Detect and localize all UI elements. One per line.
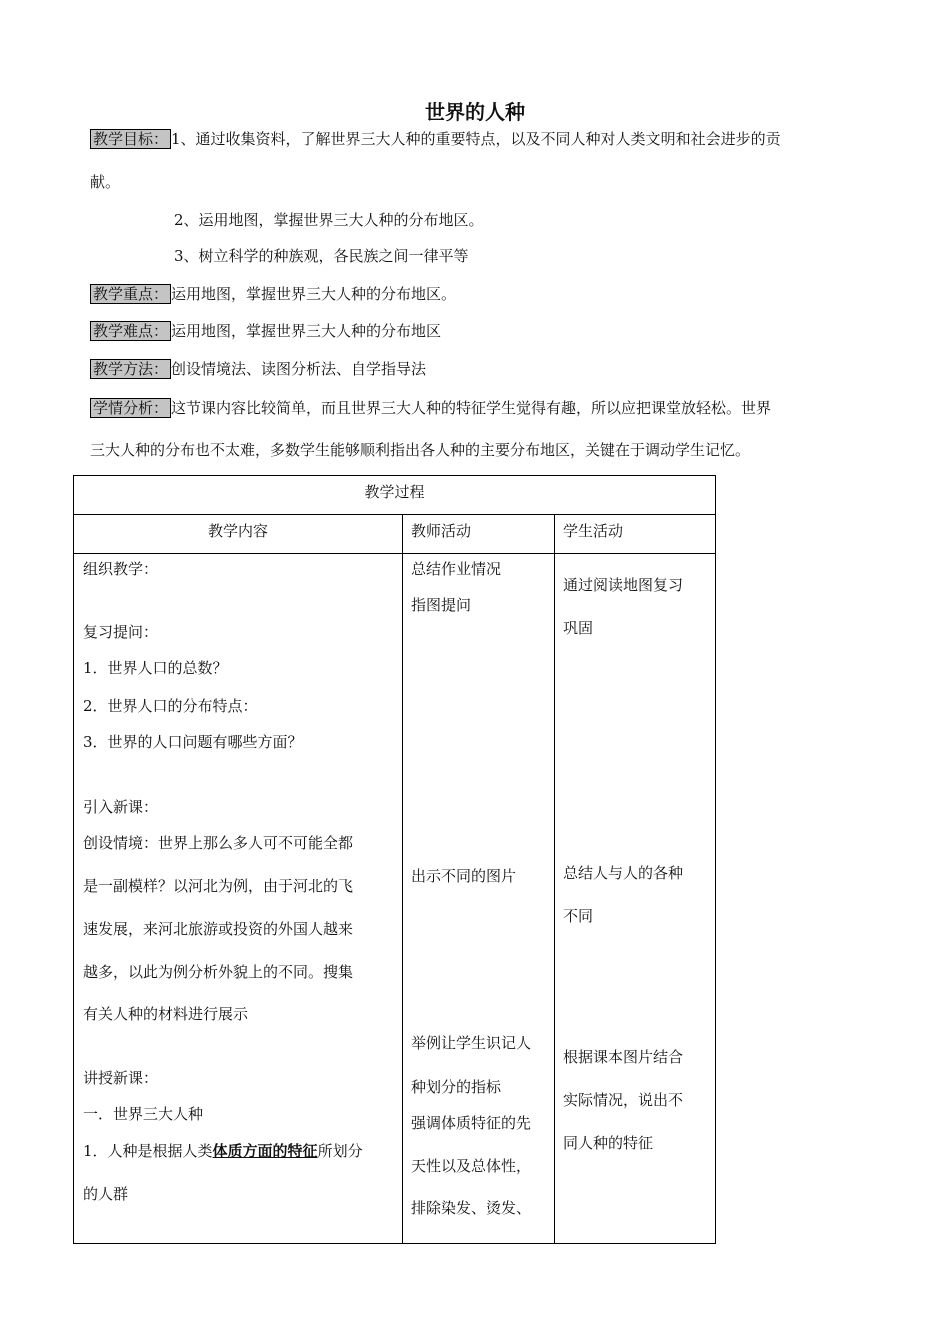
content-line: 是一副模样？以河北为例，由于河北的飞 <box>83 877 354 895</box>
content-line: 创设情境：世界上那么多人可不可能全都 <box>83 834 354 852</box>
student-line: 不同 <box>563 907 594 925</box>
content-line: 的人群 <box>83 1185 129 1203</box>
method-line <box>90 359 426 379</box>
col-header-teacher: 教师活动 <box>411 522 472 540</box>
teacher-line: 强调体质特征的先 <box>411 1114 532 1132</box>
method-label: 教学方法： <box>90 359 171 379</box>
key-point-label: 教学重点： <box>90 284 171 304</box>
analysis-line <box>90 398 771 418</box>
teacher-line: 天性以及总体性， <box>411 1157 532 1175</box>
analysis-text-1: 这节课内容比较简单，而且世界三大人种的特征学生觉得有趣，所以应把课堂放轻松。世界 <box>171 399 772 417</box>
table-divider <box>74 514 715 515</box>
table-header: 教学过程 <box>364 483 425 501</box>
student-line: 巩固 <box>563 619 594 637</box>
teacher-line: 出示不同的图片 <box>411 867 517 885</box>
difficulty-text: 运用地图，掌握世界三大人种的分布地区 <box>171 322 442 340</box>
content-line: 有关人种的材料进行展示 <box>83 1005 249 1023</box>
table-divider <box>74 553 715 554</box>
emphasis-text: 体质方面的特征 <box>212 1142 318 1160</box>
page-title: 世界的人种 <box>425 100 525 124</box>
objectives-text-1: 1、通过收集资料，了解世界三大人种的重要特点，以及不同人种对人类文明和社会进步的贡 <box>171 130 781 148</box>
col-header-student: 学生活动 <box>563 522 624 540</box>
content-line <box>83 1141 363 1161</box>
analysis-text-2: 三大人种的分布也不太难，多数学生能够顺利指出各人种的主要分布地区，关键在于调动学生记忆。 <box>90 441 751 459</box>
content-line: 引入新课： <box>83 798 159 816</box>
key-point-line <box>90 284 456 304</box>
objectives-text-1-cont: 献。 <box>90 173 121 191</box>
content-line: 一．世界三大人种 <box>83 1105 204 1123</box>
objectives-text-3: 3、树立科学的种族观，各民族之间一律平等 <box>174 247 469 265</box>
content-line: 越多，以此为例分析外貌上的不同。搜集 <box>83 963 354 981</box>
objectives-line <box>90 129 781 149</box>
content-line: 2．世界人口的分布特点： <box>83 697 258 715</box>
column-divider <box>554 514 555 1243</box>
method-text: 创设情境法、读图分析法、自学指导法 <box>171 360 427 378</box>
key-point-text: 运用地图，掌握世界三大人种的分布地区。 <box>171 285 457 303</box>
content-text: 所划分 <box>317 1142 363 1160</box>
objectives-text-2: 2、运用地图，掌握世界三大人种的分布地区。 <box>174 211 484 229</box>
content-line: 3．世界的人口问题有哪些方面？ <box>83 733 303 751</box>
teacher-line: 指图提问 <box>411 596 472 614</box>
difficulty-line <box>90 321 441 341</box>
difficulty-label: 教学难点： <box>90 321 171 341</box>
process-table <box>73 475 716 1244</box>
content-line: 1．世界人口的总数？ <box>83 659 228 677</box>
student-line: 总结人与人的各种 <box>563 864 684 882</box>
student-line: 通过阅读地图复习 <box>563 576 684 594</box>
student-line: 实际情况，说出不 <box>563 1091 684 1109</box>
objectives-label: 教学目标： <box>90 129 171 149</box>
column-divider <box>402 514 403 1243</box>
content-line: 速发展，来河北旅游或投资的外国人越来 <box>83 920 354 938</box>
teacher-line: 排除染发、烫发、 <box>411 1199 532 1217</box>
content-line: 讲授新课： <box>83 1069 159 1087</box>
student-line: 同人种的特征 <box>563 1134 654 1152</box>
analysis-label: 学情分析： <box>90 398 171 418</box>
teacher-line: 种划分的指标 <box>411 1078 502 1096</box>
teacher-line: 举例让学生识记人 <box>411 1034 532 1052</box>
content-text: 1．人种是根据人类 <box>83 1142 213 1160</box>
content-line: 复习提问： <box>83 623 159 641</box>
teacher-line: 总结作业情况 <box>411 560 502 578</box>
col-header-content: 教学内容 <box>207 522 268 540</box>
student-line: 根据课本图片结合 <box>563 1048 684 1066</box>
content-line: 组织教学： <box>83 560 159 578</box>
